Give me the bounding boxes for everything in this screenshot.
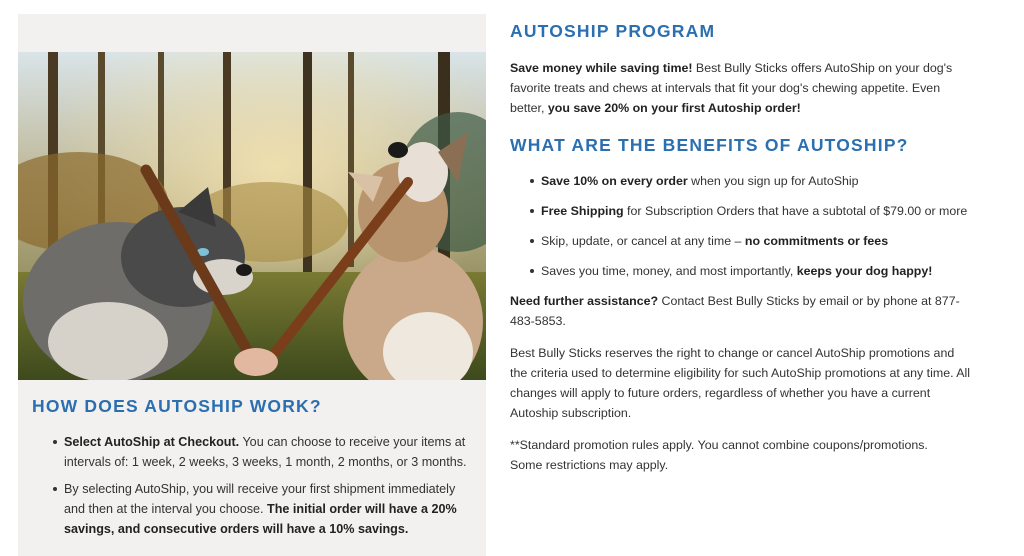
list-item: Saves you time, money, and most importantly, keeps your dog happy! (541, 261, 980, 281)
how-steps-list (64, 432, 474, 546)
list-item: Free Shipping for Subscription Orders that have a subtotal of $79.00 or more (541, 201, 980, 221)
dogs-chewing-bully-sticks-photo (18, 52, 486, 380)
benefits-list (541, 171, 980, 281)
list-item: Select AutoShip at Checkout. You can choose to receive your items at intervals of: 1 week, 2 weeks, 3 weeks, 1 month, 2 months, or 3 months. (64, 432, 474, 472)
how-it-works-panel (18, 14, 486, 556)
autoship-info-column (510, 18, 980, 475)
how-does-autoship-work-heading: HOW DOES AUTOSHIP WORK? (32, 396, 322, 416)
footnote-paragraph: **Standard promotion rules apply. You cannot combine coupons/promotions. Some restrictions may apply. (510, 438, 928, 472)
intro-paragraph: Save money while saving time! Best Bully Sticks offers AutoShip on your dog's favorite treats and chews at intervals that fit your dog's chewing appetite. Even better, you save 20% on your first Autoship order! (510, 61, 953, 115)
benefits-heading: WHAT ARE THE BENEFITS OF AUTOSHIP? (510, 135, 909, 155)
reserves-paragraph: Best Bully Sticks reserves the right to change or cancel AutoShip promotions and the criteria used to determine eligibility for such AutoShip promotions at any time. All changes will apply to future orders, regardless of whether you have a current Autoship subscription. (510, 346, 971, 420)
list-item: By selecting AutoShip, you will receive your first shipment immediately and then at the interval you choose. The initial order will have a 20% savings, and consecutive orders will have a 10% savings. (64, 479, 474, 539)
autoship-program-heading: AUTOSHIP PROGRAM (510, 21, 716, 41)
assistance-paragraph: Need further assistance? Contact Best Bully Sticks by email or by phone at 877-483-5853. (510, 294, 960, 328)
list-item: Skip, update, or cancel at any time – no commitments or fees (541, 231, 980, 251)
list-item: Save 10% on every order when you sign up for AutoShip (541, 171, 980, 191)
